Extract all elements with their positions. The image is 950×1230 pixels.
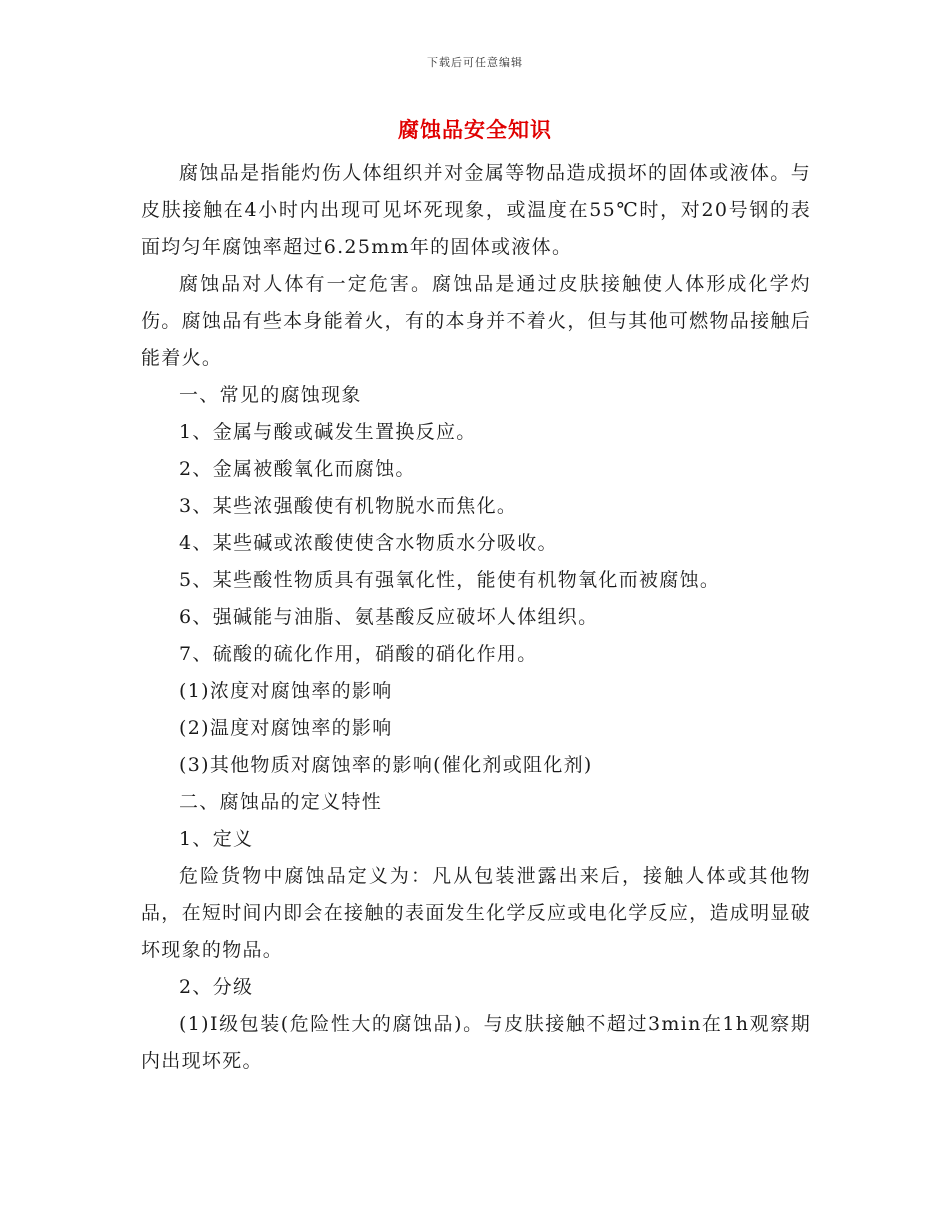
- list-item: 3、某些浓强酸使有机物脱水而焦化。: [179, 495, 518, 517]
- header-note: 下载后可任意编辑: [427, 56, 523, 69]
- subsection-heading: 2、分级: [179, 976, 254, 998]
- section-heading-1: 一、常见的腐蚀现象: [179, 384, 362, 406]
- paragraph-grade-1: (1)Ⅰ级包装(危险性大的腐蚀品)。与皮肤接触不超过3min在1h观察期内出现坏死。: [141, 1013, 811, 1072]
- sub-item: (3)其他物质对腐蚀率的影响(催化剂或阻化剂): [179, 754, 593, 776]
- list-item: 5、某些酸性物质具有强氧化性，能使有机物氧化而被腐蚀。: [179, 569, 721, 591]
- list-item: 4、某些碱或浓酸使使含水物质水分吸收。: [179, 532, 558, 554]
- list-item: 6、强碱能与油脂、氨基酸反应破坏人体组织。: [179, 606, 599, 628]
- subsection-heading: 1、定义: [179, 828, 254, 850]
- sub-item: (1)浓度对腐蚀率的影响: [179, 680, 393, 702]
- sub-item: (2)温度对腐蚀率的影响: [179, 717, 393, 739]
- section-heading-2: 二、腐蚀品的定义特性: [179, 791, 383, 813]
- paragraph-hazard: 腐蚀品对人体有一定危害。腐蚀品是通过皮肤接触使人体形成化学灼伤。腐蚀品有些本身能着火，有的本身并不着火，但与其他可燃物品接触后能着火。: [141, 273, 811, 369]
- list-item: 7、硫酸的硫化作用，硝酸的硝化作用。: [179, 643, 538, 665]
- list-item: 2、金属被酸氧化而腐蚀。: [179, 458, 416, 480]
- paragraph-definition: 危险货物中腐蚀品定义为：凡从包装泄露出来后，接触人体或其他物品，在短时间内即会在接触的表面发生化学反应或电化学反应，造成明显破坏现象的物品。: [141, 865, 811, 961]
- document-body: [141, 155, 811, 1080]
- document-title: 腐蚀品安全知识: [398, 118, 552, 142]
- list-item: 1、金属与酸或碱发生置换反应。: [179, 421, 477, 443]
- paragraph-intro: 腐蚀品是指能灼伤人体组织并对金属等物品造成损坏的固体或液体。与皮肤接触在4小时内出现可见坏死现象，或温度在55℃时，对20号钢的表面均匀年腐蚀率超过6.25mm年的固体或液体。: [141, 162, 811, 258]
